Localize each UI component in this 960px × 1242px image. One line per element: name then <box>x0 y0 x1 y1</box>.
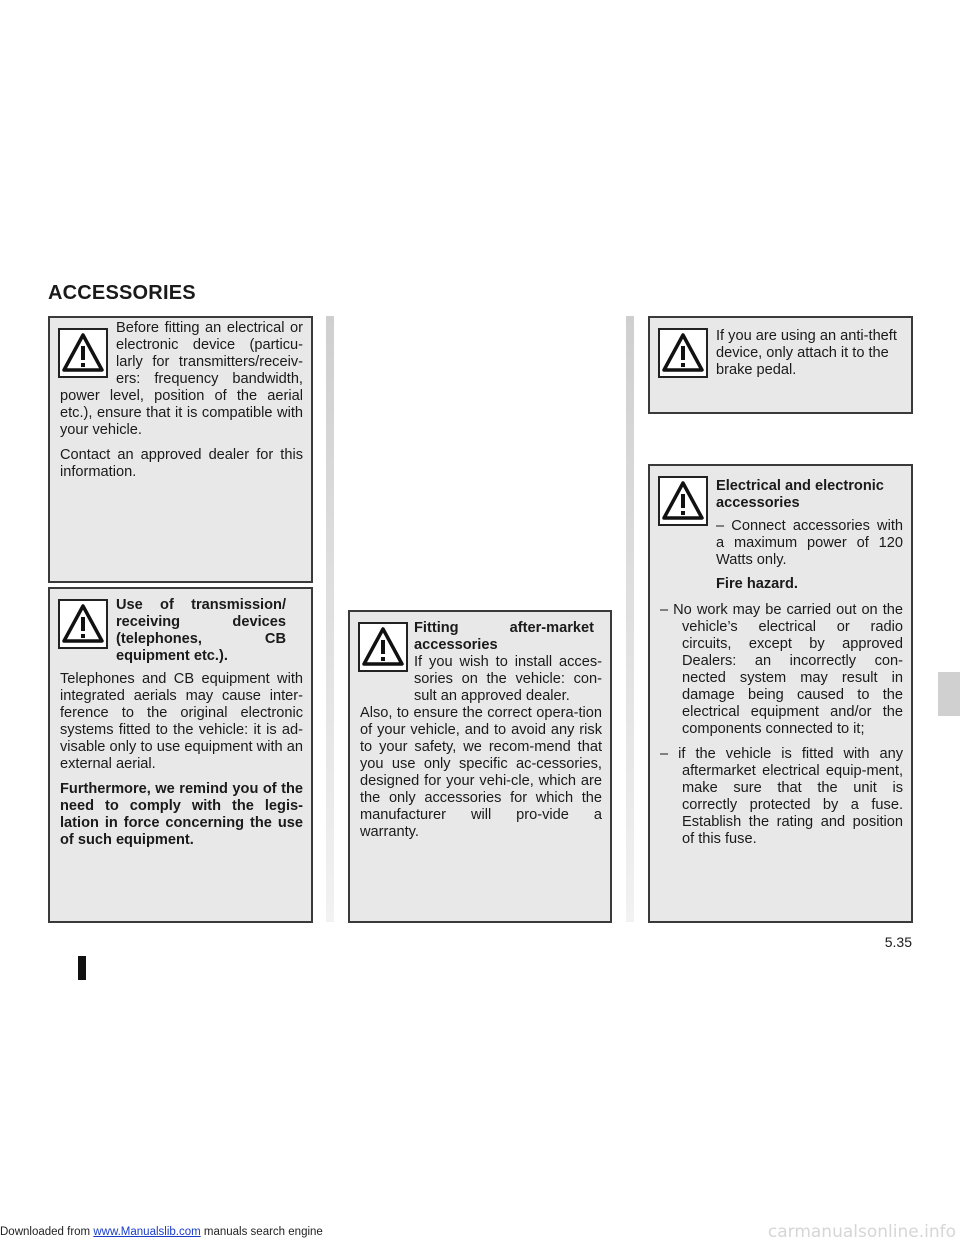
after-market-body: If you wish to install acces-sories on the vehicle: con-sult an approved dealer. <box>414 654 602 704</box>
warning-box-transmission <box>48 587 313 923</box>
after-market-body2: Also, to ensure the correct opera-tion of your vehicle, and to avoid any risk to your safety, we recom-mend that you use only specific ac-cessories, designed for your vehi-cle, which are the only accessories for which the manufacturer will pro-vide a warranty. <box>360 705 602 840</box>
margin-marker <box>78 956 86 980</box>
page-number: 5.35 <box>884 934 912 950</box>
transmission-reminder: Furthermore, we remind you of the need to comply with the legis-lation in force concerning the use of such equipment. <box>60 781 303 848</box>
warning-icon <box>658 328 708 378</box>
warning-icon <box>658 476 708 526</box>
anti-theft-body: If you are using an anti-theft device, only attach it to the brake pedal. <box>716 328 897 378</box>
column-separator <box>326 316 334 922</box>
warning-box-electrical-device <box>48 316 313 583</box>
electrical-device-contact: Contact an approved dealer for this information. <box>60 447 303 480</box>
warning-box-after-market <box>348 610 612 923</box>
electronic-accessories-item1: – Connect accessories with a maximum power of 120 Watts only. <box>716 518 903 568</box>
download-footer <box>0 1226 323 1238</box>
transmission-heading: Use of transmission/ receiving devices (telephones, CB equipment etc.). <box>116 597 286 664</box>
page-title: ACCESSORIES <box>48 282 196 304</box>
transmission-body: Telephones and CB equipment with integrated aerials may cause inter-ference to the original electronic systems fitted to the vehicle: it is ad-visable only to use equipment with an external aerial. <box>60 671 303 772</box>
warning-icon <box>58 599 108 649</box>
electronic-accessories-heading: Electrical and electronic accessories <box>716 478 884 511</box>
footer-prefix: Downloaded from <box>0 1226 94 1238</box>
warning-box-electronic-accessories <box>648 464 913 923</box>
watermark: carmanualsonline.info <box>767 1222 956 1242</box>
footer-suffix: manuals search engine <box>200 1226 323 1238</box>
warning-box-anti-theft <box>648 316 913 414</box>
electrical-device-intro: Before fitting an electrical or electronic device (particu-larly for transmitters/receiv-ers: frequency bandwidth, power level, position of the aerial etc.), ensure that it is compatible with your vehicle. <box>60 320 303 438</box>
section-tab <box>938 672 960 716</box>
electronic-accessories-item2: – No work may be carried out on the vehicle’s electrical or radio circuits, except by approved Dealers: an incorrectly con-nected system may result in damage being caused to the electrical equipment and/or the components connected to it; <box>660 602 903 737</box>
after-market-heading: Fitting after-market accessories <box>414 620 594 653</box>
electronic-accessories-fire: Fire hazard. <box>716 576 798 592</box>
footer-link[interactable]: www.Manualslib.com <box>93 1226 201 1238</box>
electronic-accessories-item3: – if the vehicle is fitted with any aftermarket electrical equip-ment, make sure that the unit is correctly protected by a fuse. Establish the rating and position of this fuse. <box>660 746 903 847</box>
column-separator <box>626 316 634 922</box>
